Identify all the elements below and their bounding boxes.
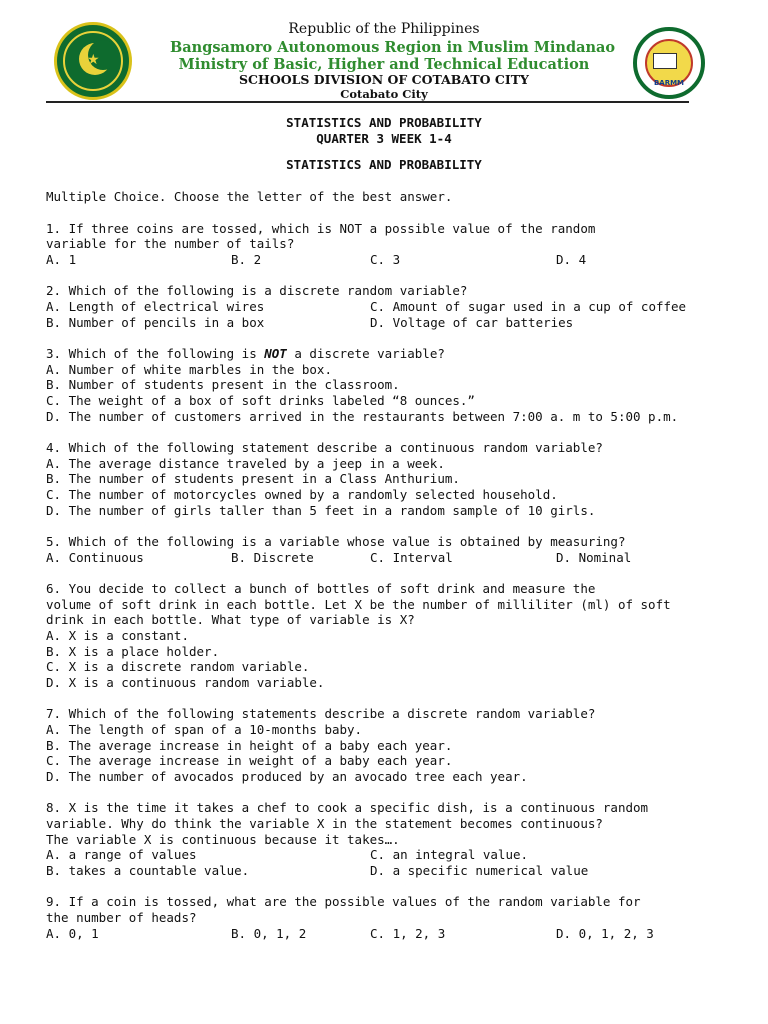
document-body	[46, 115, 726, 941]
stem-pre: 3. Which of the following is	[46, 346, 265, 362]
choice: B. 2	[231, 251, 262, 267]
choices-row	[46, 926, 726, 942]
question-1	[46, 221, 726, 268]
choice: A. X is a constant.	[46, 628, 189, 644]
choice: A. Number of white marbles in the box.	[46, 361, 332, 377]
stem-emphasis: NOT	[264, 346, 287, 362]
choice: D. 0, 1, 2, 3	[556, 925, 654, 941]
choice: A. 1	[46, 251, 77, 267]
choice: C. The average increase in weight of a baby each year.	[46, 753, 453, 769]
header-republic: Republic of the Philippines	[288, 21, 480, 37]
choice: D. Nominal	[556, 549, 632, 565]
choices-row	[46, 315, 726, 331]
question-6	[46, 581, 726, 690]
choice: A. Length of electrical wires	[46, 298, 265, 314]
choice: A. a range of values	[46, 847, 197, 863]
question-7	[46, 706, 726, 784]
choices-row	[46, 550, 726, 566]
question-8	[46, 800, 726, 878]
choice: D. The number of girls taller than 5 feet in a random sample of 10 girls.	[46, 502, 596, 518]
bangsamoro-seal-logo	[54, 22, 132, 100]
quarter-title: QUARTER 3 WEEK 1-4	[316, 131, 452, 146]
question-stem: the number of heads?	[46, 909, 197, 925]
choice: B. The number of students present in a Class Anthurium.	[46, 471, 460, 487]
ministry-seal-logo	[633, 27, 705, 99]
document-header	[0, 0, 768, 105]
question-3	[46, 346, 726, 424]
choice: D. Voltage of car batteries	[370, 314, 574, 330]
header-divider	[46, 101, 689, 103]
question-5	[46, 534, 726, 565]
subject-title: STATISTICS AND PROBABILITY	[286, 115, 482, 130]
question-stem: The variable X is continuous because it takes….	[46, 831, 400, 847]
choice: D. The number of customers arrived in the restaurants between 7:00 a. m to 5:00 p.m.	[46, 408, 679, 424]
header-division: SCHOOLS DIVISION OF COTABATO CITY	[239, 72, 529, 87]
choice: A. The average distance traveled by a jeep in a week.	[46, 455, 445, 471]
choice: A. The length of span of a 10-months baby.	[46, 722, 363, 738]
book-icon	[653, 53, 677, 69]
choice: B. 0, 1, 2	[231, 925, 307, 941]
choice: B. X is a place holder.	[46, 643, 220, 659]
choice: B. Number of students present in the classroom.	[46, 377, 400, 393]
choice: C. 1, 2, 3	[370, 925, 446, 941]
instructions: Multiple Choice. Choose the letter of the best answer.	[46, 189, 453, 204]
question-2	[46, 283, 726, 330]
choice: D. X is a continuous random variable.	[46, 674, 325, 690]
choice: B. The average increase in height of a baby each year.	[46, 737, 453, 753]
choice: C. X is a discrete random variable.	[46, 659, 310, 675]
question-stem: 8. X is the time it takes a chef to cook a specific dish, is a continuous random	[46, 800, 649, 816]
question-stem: 9. If a coin is tossed, what are the possible values of the random variable for	[46, 894, 641, 910]
choice: C. 3	[370, 251, 401, 267]
question-stem: 6. You decide to collect a bunch of bottles of soft drink and measure the	[46, 581, 596, 597]
choice: C. Interval	[370, 549, 453, 565]
choice: C. an integral value.	[370, 847, 529, 863]
question-stem: variable for the number of tails?	[46, 236, 295, 252]
question-stem: 7. Which of the following statements describe a discrete random variable?	[46, 706, 596, 722]
choices-row	[46, 299, 726, 315]
question-stem: 2. Which of the following is a discrete random variable?	[46, 283, 468, 299]
subject-title-2: STATISTICS AND PROBABILITY	[286, 157, 482, 172]
question-stem: 5. Which of the following is a variable whose value is obtained by measuring?	[46, 534, 626, 550]
stem-post: a discrete variable?	[286, 346, 445, 362]
choices-row	[46, 847, 726, 863]
question-stem	[46, 346, 726, 362]
star-icon: ★	[87, 52, 100, 68]
choice: C. Amount of sugar used in a cup of coffee	[370, 298, 687, 314]
question-stem: volume of soft drink in each bottle. Let X be the number of milliliter (ml) of soft	[46, 596, 671, 612]
choices-row	[46, 252, 726, 268]
question-stem: drink in each bottle. What type of variable is X?	[46, 612, 415, 628]
choice: D. 4	[556, 251, 587, 267]
question-stem: variable. Why do think the variable X in the statement becomes continuous?	[46, 816, 603, 831]
choice: A. 0, 1	[46, 925, 99, 941]
header-region: Bangsamoro Autonomous Region in Muslim Mindanao	[170, 39, 616, 56]
choice: B. Discrete	[231, 549, 314, 565]
choice: C. The number of motorcycles owned by a randomly selected household.	[46, 486, 558, 502]
question-stem: 1. If three coins are tossed, which is NOT a possible value of the random	[46, 220, 596, 236]
question-9	[46, 894, 726, 941]
choice: B. Number of pencils in a box	[46, 314, 265, 330]
header-city: Cotabato City	[340, 87, 428, 101]
question-stem: 4. Which of the following statement describe a continuous random variable?	[46, 440, 603, 456]
choice: D. The number of avocados produced by an avocado tree each year.	[46, 768, 528, 784]
header-ministry: Ministry of Basic, Higher and Technical Education	[178, 56, 590, 73]
choice: C. The weight of a box of soft drinks labeled “8 ounces.”	[46, 392, 475, 408]
choices-row	[46, 863, 726, 879]
question-4	[46, 440, 726, 518]
choice: D. a specific numerical value	[370, 862, 589, 878]
choice: A. Continuous	[46, 549, 144, 565]
choice: B. takes a countable value.	[46, 862, 250, 878]
seal-label: BARMM	[653, 79, 685, 87]
